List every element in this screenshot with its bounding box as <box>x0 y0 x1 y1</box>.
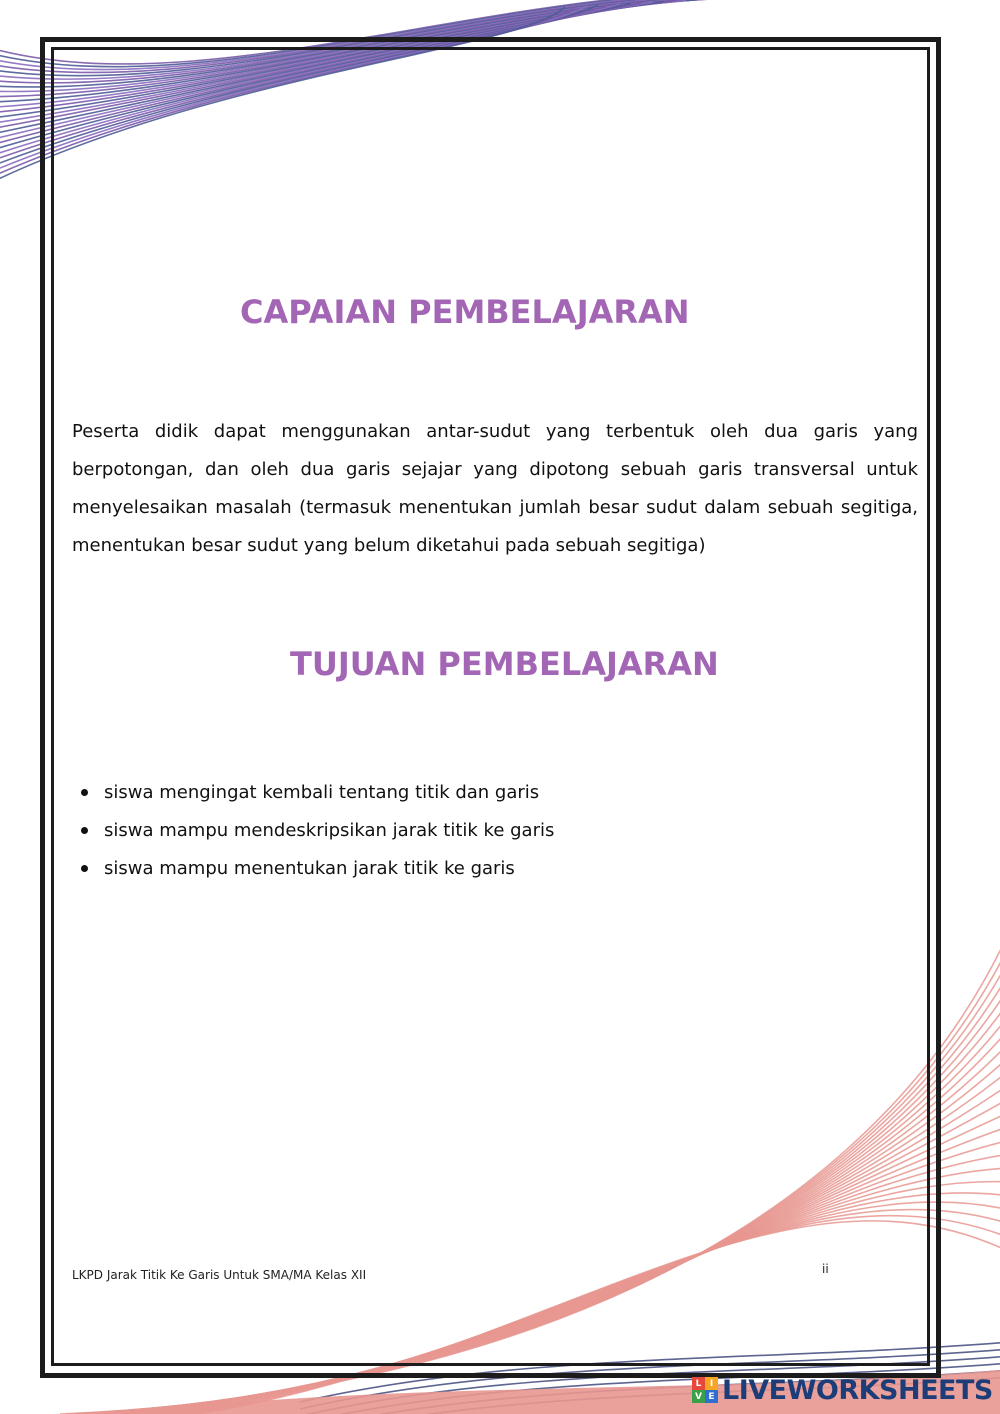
bullet-icon <box>81 865 88 872</box>
tujuan-item-text: siswa mampu mendeskripsikan jarak titik ke garis <box>104 820 555 841</box>
capaian-paragraph: Peserta didik dapat menggunakan antar-sudut yang terbentuk oleh dua garis yang berpotongan, dan oleh dua garis sejajar yang dipotong sebuah garis transversal untuk menyelesaikan masalah (termasuk menentukan jumlah besar sudut dalam sebuah segitiga, menentukan besar sudut yang belum diketahui pada sebuah segitiga) <box>72 421 918 556</box>
page-frame-inner <box>51 47 930 1366</box>
bullet-icon <box>81 827 88 834</box>
tujuan-heading: TUJUAN PEMBELAJARAN <box>290 645 719 683</box>
tujuan-list <box>72 775 912 889</box>
liveworksheets-watermark[interactable] <box>692 1373 993 1407</box>
liveworksheets-wordmark: LIVEWORKSHEETS <box>722 1374 993 1406</box>
footer-text: LKPD Jarak Titik Ke Garis Untuk SMA/MA Kelas XII <box>72 1268 367 1282</box>
tujuan-item-text: siswa mengingat kembali tentang titik dan garis <box>104 782 540 803</box>
tujuan-item-text: siswa mampu menentukan jarak titik ke garis <box>104 858 515 879</box>
liveworksheets-logo-icon: L I V E <box>692 1377 718 1403</box>
page-number: ii <box>822 1262 829 1276</box>
tujuan-list-item <box>72 775 912 813</box>
tujuan-list-item <box>72 851 912 889</box>
tujuan-list-item <box>72 813 912 851</box>
bullet-icon <box>81 789 88 796</box>
capaian-heading: CAPAIAN PEMBELAJARAN <box>240 293 690 331</box>
